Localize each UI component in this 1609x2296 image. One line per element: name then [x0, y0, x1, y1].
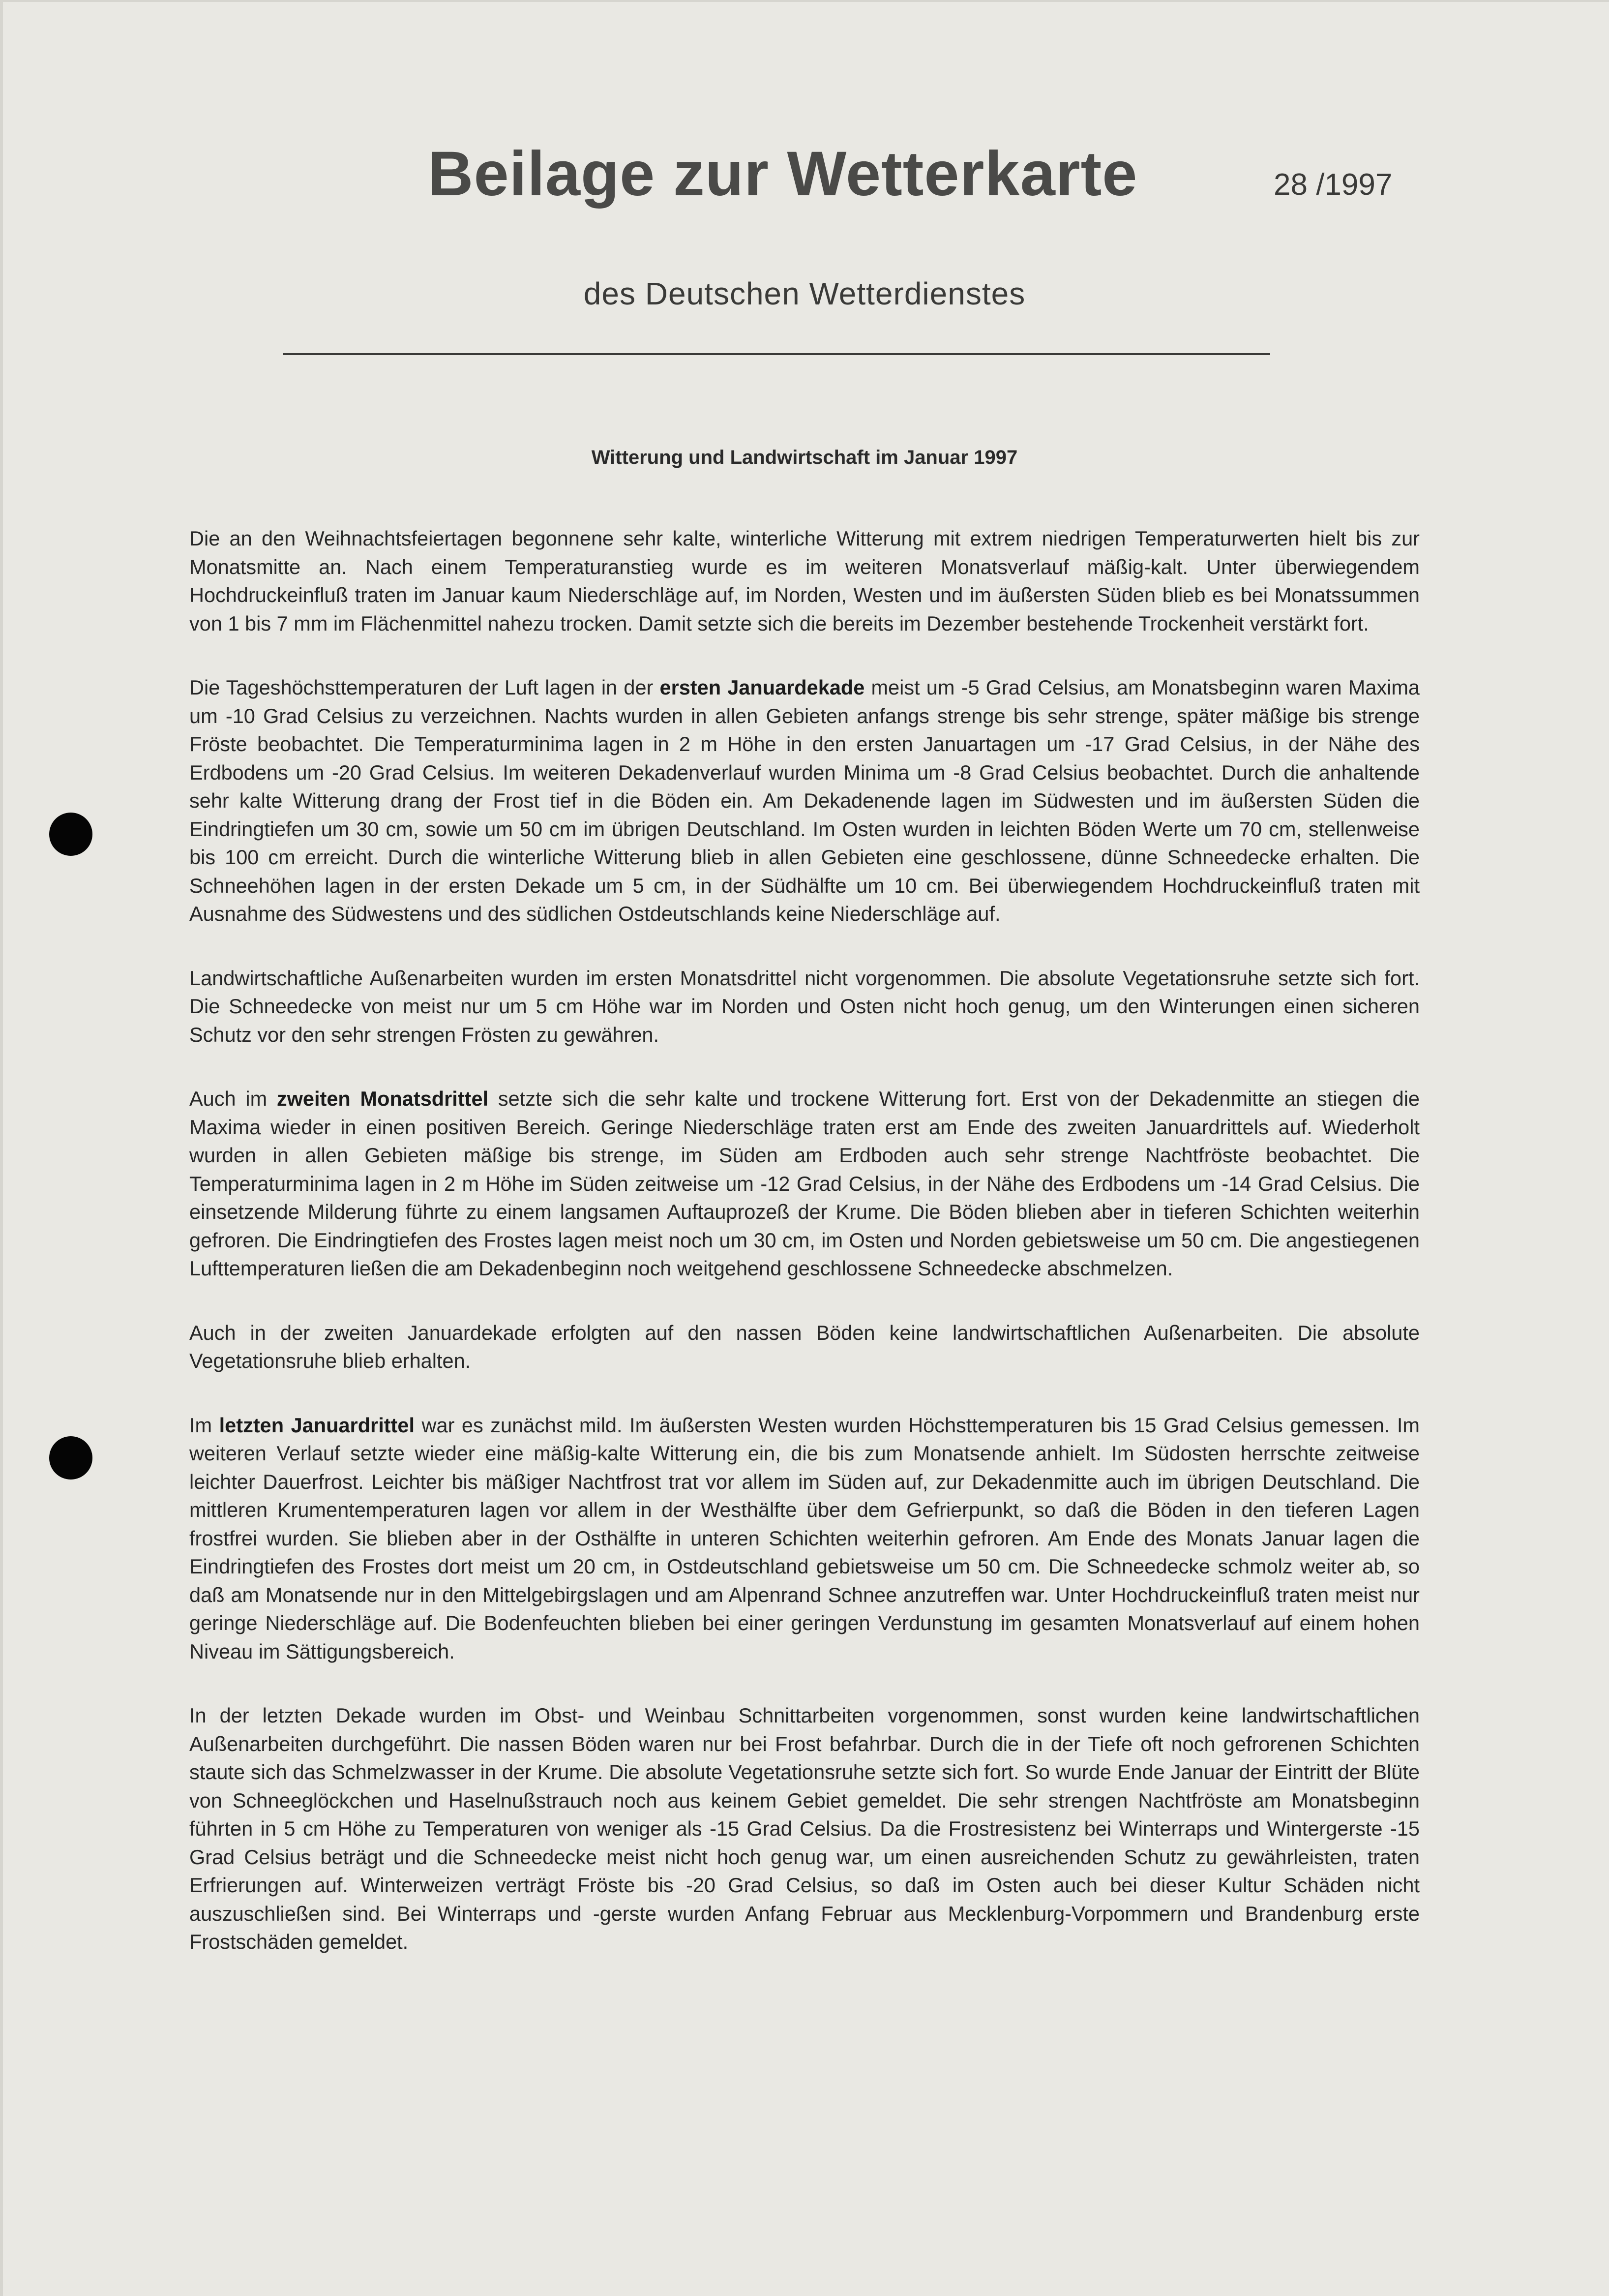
paragraph-text: Landwirtschaftliche Außenarbeiten wurden im ersten Monatsdrittel nicht vorgenommen. Die absolute Vegetationsruhe setzte sich fort. Die Schneedecke von meist nur um 5 cm Höhe war im Norden und Osten nicht hoch genug, um den Winterungen einen sicheren Schutz vor den sehr strengen Frösten zu gewähren.: [189, 966, 1420, 1046]
paragraph-text: In der letzten Dekade wurden im Obst- und Weinbau Schnittarbeiten vorgenommen, sonst wurden keine landwirtschaftlichen Außenarbeiten durchgeführt. Die nassen Böden waren nur bei Frost befahrbar. Durch die in der Tiefe oft noch gefrorenen Schichten staute sich das Schmelzwasser in der Krume. Die absolute Vegetationsruhe setzte sich fort. So wurde Ende Januar der Eintritt der Blüte von Schneeglöckchen und Haselnußstrauch noch aus keinem Gebiet gemeldet. Die sehr strengen Nachtfröste am Monatsbeginn führten in 5 cm Höhe zu Temperaturen von weniger als -15 Grad Celsius. Da die Frostresistenz bei Winterraps und Wintergerste -15 Grad Celsius beträgt und die Schneedecke meist nicht hoch genug war, um einen ausreichenden Schutz zu gewährleisten, traten Erfrierungen auf. Winterweizen verträgt Fröste bis -20 Grad Celsius, so daß im Osten auch bei dieser Kultur Schäden nicht auszuschließen sind. Bei Winterraps und -gerste wurden Anfang Februar aus Mecklenburg-Vorpommern und Brandenburg erste Frostschäden gemeldet.: [189, 1704, 1420, 1953]
punch-hole: [49, 813, 92, 856]
paragraph-second-fieldwork: [189, 1319, 1420, 1375]
punch-hole: [49, 1436, 92, 1480]
paragraph-first-dekade: [189, 673, 1420, 928]
header-rule: [283, 353, 1270, 355]
issue-number: 28 /1997: [1274, 168, 1393, 202]
paragraph-text: Auch im: [189, 1087, 277, 1110]
document-subtitle: des Deutschen Wetterdienstes: [583, 276, 1026, 311]
paragraph-text: Die an den Weihnachtsfeiertagen begonnene sehr kalte, winterliche Witterung mit extrem niedrigen Temperaturwerten hielt bis zur Monatsmitte an. Nach einem Temperaturanstieg wurde es im weiteren Monatsverlauf mäßig-kalt. Unter überwiegendem Hochdruckeinfluß traten im Januar kaum Niederschläge auf, im Norden, Westen und im äußersten Süden blieb es bei Monatssummen von 1 bis 7 mm im Flächenmittel nahezu trocken. Damit setzte sich die bereits im Dezember bestehende Trockenheit verstärkt fort.: [189, 527, 1420, 635]
paragraph-second-dekade: [189, 1085, 1420, 1283]
paragraph-text: meist um -5 Grad Celsius, am Monatsbeginn waren Maxima um -10 Grad Celsius zu verzeichnen. Nachts wurden in allen Gebieten anfangs strenge bis sehr strenge, später mäßige bis strenge Fröste beobachtet. Die Temperaturminima lagen in 2 m Höhe in den ersten Januartagen um -17 Grad Celsius, in der Nähe des Erdbodens um -20 Grad Celsius. Im weiteren Dekadenverlauf wurden Minima um -8 Grad Celsius beobachtet. Durch die anhaltende sehr kalte Witterung drang der Frost tief in die Böden ein. Am Dekadenende lagen im Südwesten und im äußersten Süden die Eindringtiefen um 30 cm, sowie um 50 cm im übrigen Deutschland. Im Osten wurden in leichten Böden Werte um 70 cm, stellenweise bis 100 cm erreicht. Durch die winterliche Witterung blieb in allen Gebieten eine geschlossene, dünne Schneedecke erhalten. Die Schneehöhen lagen in der ersten Dekade um 5 cm, in der Südhälfte um 10 cm. Bei überwiegendem Hochdruckeinfluß traten mit Ausnahme des Südwestens und des südlichen Ostdeutschlands keine Niederschläge auf.: [189, 676, 1420, 925]
article-heading: Witterung und Landwirtschaft im Januar 1997: [591, 447, 1018, 468]
paragraph-text: war es zunächst mild. Im äußersten Westen wurden Höchsttemperaturen bis 15 Grad Celsius gemessen. Im weiteren Verlauf setzte wieder eine mäßig-kalte Witterung ein, die bis zum Monatsende anhielt. Im Südosten herrschte zeitweise leichter Dauerfrost. Leichter bis mäßiger Nachtfrost trat vor allem im Süden auf, zur Dekadenmitte auch im übrigen Deutschland. Die mittleren Krumentemperaturen lagen vor allem in der Westhälfte über dem Gefrierpunkt, so daß die Böden in den tieferen Lagen frostfrei wurden. Sie blieben aber in der Osthälfte in unteren Schichten weiterhin gefroren. Am Ende des Monats Januar lagen die Eindringtiefen des Frostes dort meist um 20 cm, in Ostdeutschland gebietsweise um 50 cm. Die Schneedecke schmolz weiter ab, so daß am Monatsende nur in den Mittelgebirgslagen und am Alpenrand Schnee anzutreffen war. Unter Hochdruckeinfluß traten meist nur geringe Niederschläge auf. Die Bodenfeuchten blieben bei einer geringen Verdunstung im gesamten Monatsverlauf auf einem hohen Niveau im Sättigungsbereich.: [189, 1413, 1420, 1663]
paragraph-text: Im: [189, 1413, 219, 1437]
paragraph-text: Auch in der zweiten Januardekade erfolgten auf den nassen Böden keine landwirtschaftlichen Außenarbeiten. Die absolute Vegetationsruhe blieb erhalten.: [189, 1321, 1420, 1372]
paragraph-text: Die Tageshöchsttemperaturen der Luft lagen in der: [189, 676, 660, 699]
emphasis-term: letzten Januardrittel: [219, 1413, 415, 1437]
paragraph-third-dekade: [189, 1411, 1420, 1666]
paragraph-text: setzte sich die sehr kalte und trockene Witterung fort. Erst von der Dekadenmitte an stiegen die Maxima wieder in einen positiven Bereich. Geringe Niederschläge traten erst am Ende des zweiten Januardrittels auf. Wiederholt wurden in allen Gebieten mäßige bis strenge, im Süden am Erdboden auch sehr strenge Nachtfröste beobachtet. Die Temperaturminima lagen in 2 m Höhe im Süden zeitweise um -12 Grad Celsius, in der Nähe des Erdbodens um -14 Grad Celsius. Die einsetzende Milderung führte zu einem langsamen Auftauprozeß der Krume. Die Böden blieben aber in tieferen Schichten weiterhin gefroren. Die Eindringtiefen des Frostes lagen meist noch um 30 cm, im Osten und Norden gebietsweise um 50 cm. Die angestiegenen Lufttemperaturen ließen die am Dekadenbeginn noch weitgehend geschlossene Schneedecke abschmelzen.: [189, 1087, 1420, 1280]
document-title: Beilage zur Wetterkarte: [428, 139, 1138, 209]
article-body: [189, 524, 1420, 1992]
emphasis-term: zweiten Monatsdrittel: [276, 1087, 489, 1110]
paragraph-first-fieldwork: [189, 964, 1420, 1049]
paragraph-intro: [189, 524, 1420, 637]
paragraph-third-fieldwork: [189, 1701, 1420, 1956]
emphasis-term: ersten Januardekade: [659, 676, 865, 699]
